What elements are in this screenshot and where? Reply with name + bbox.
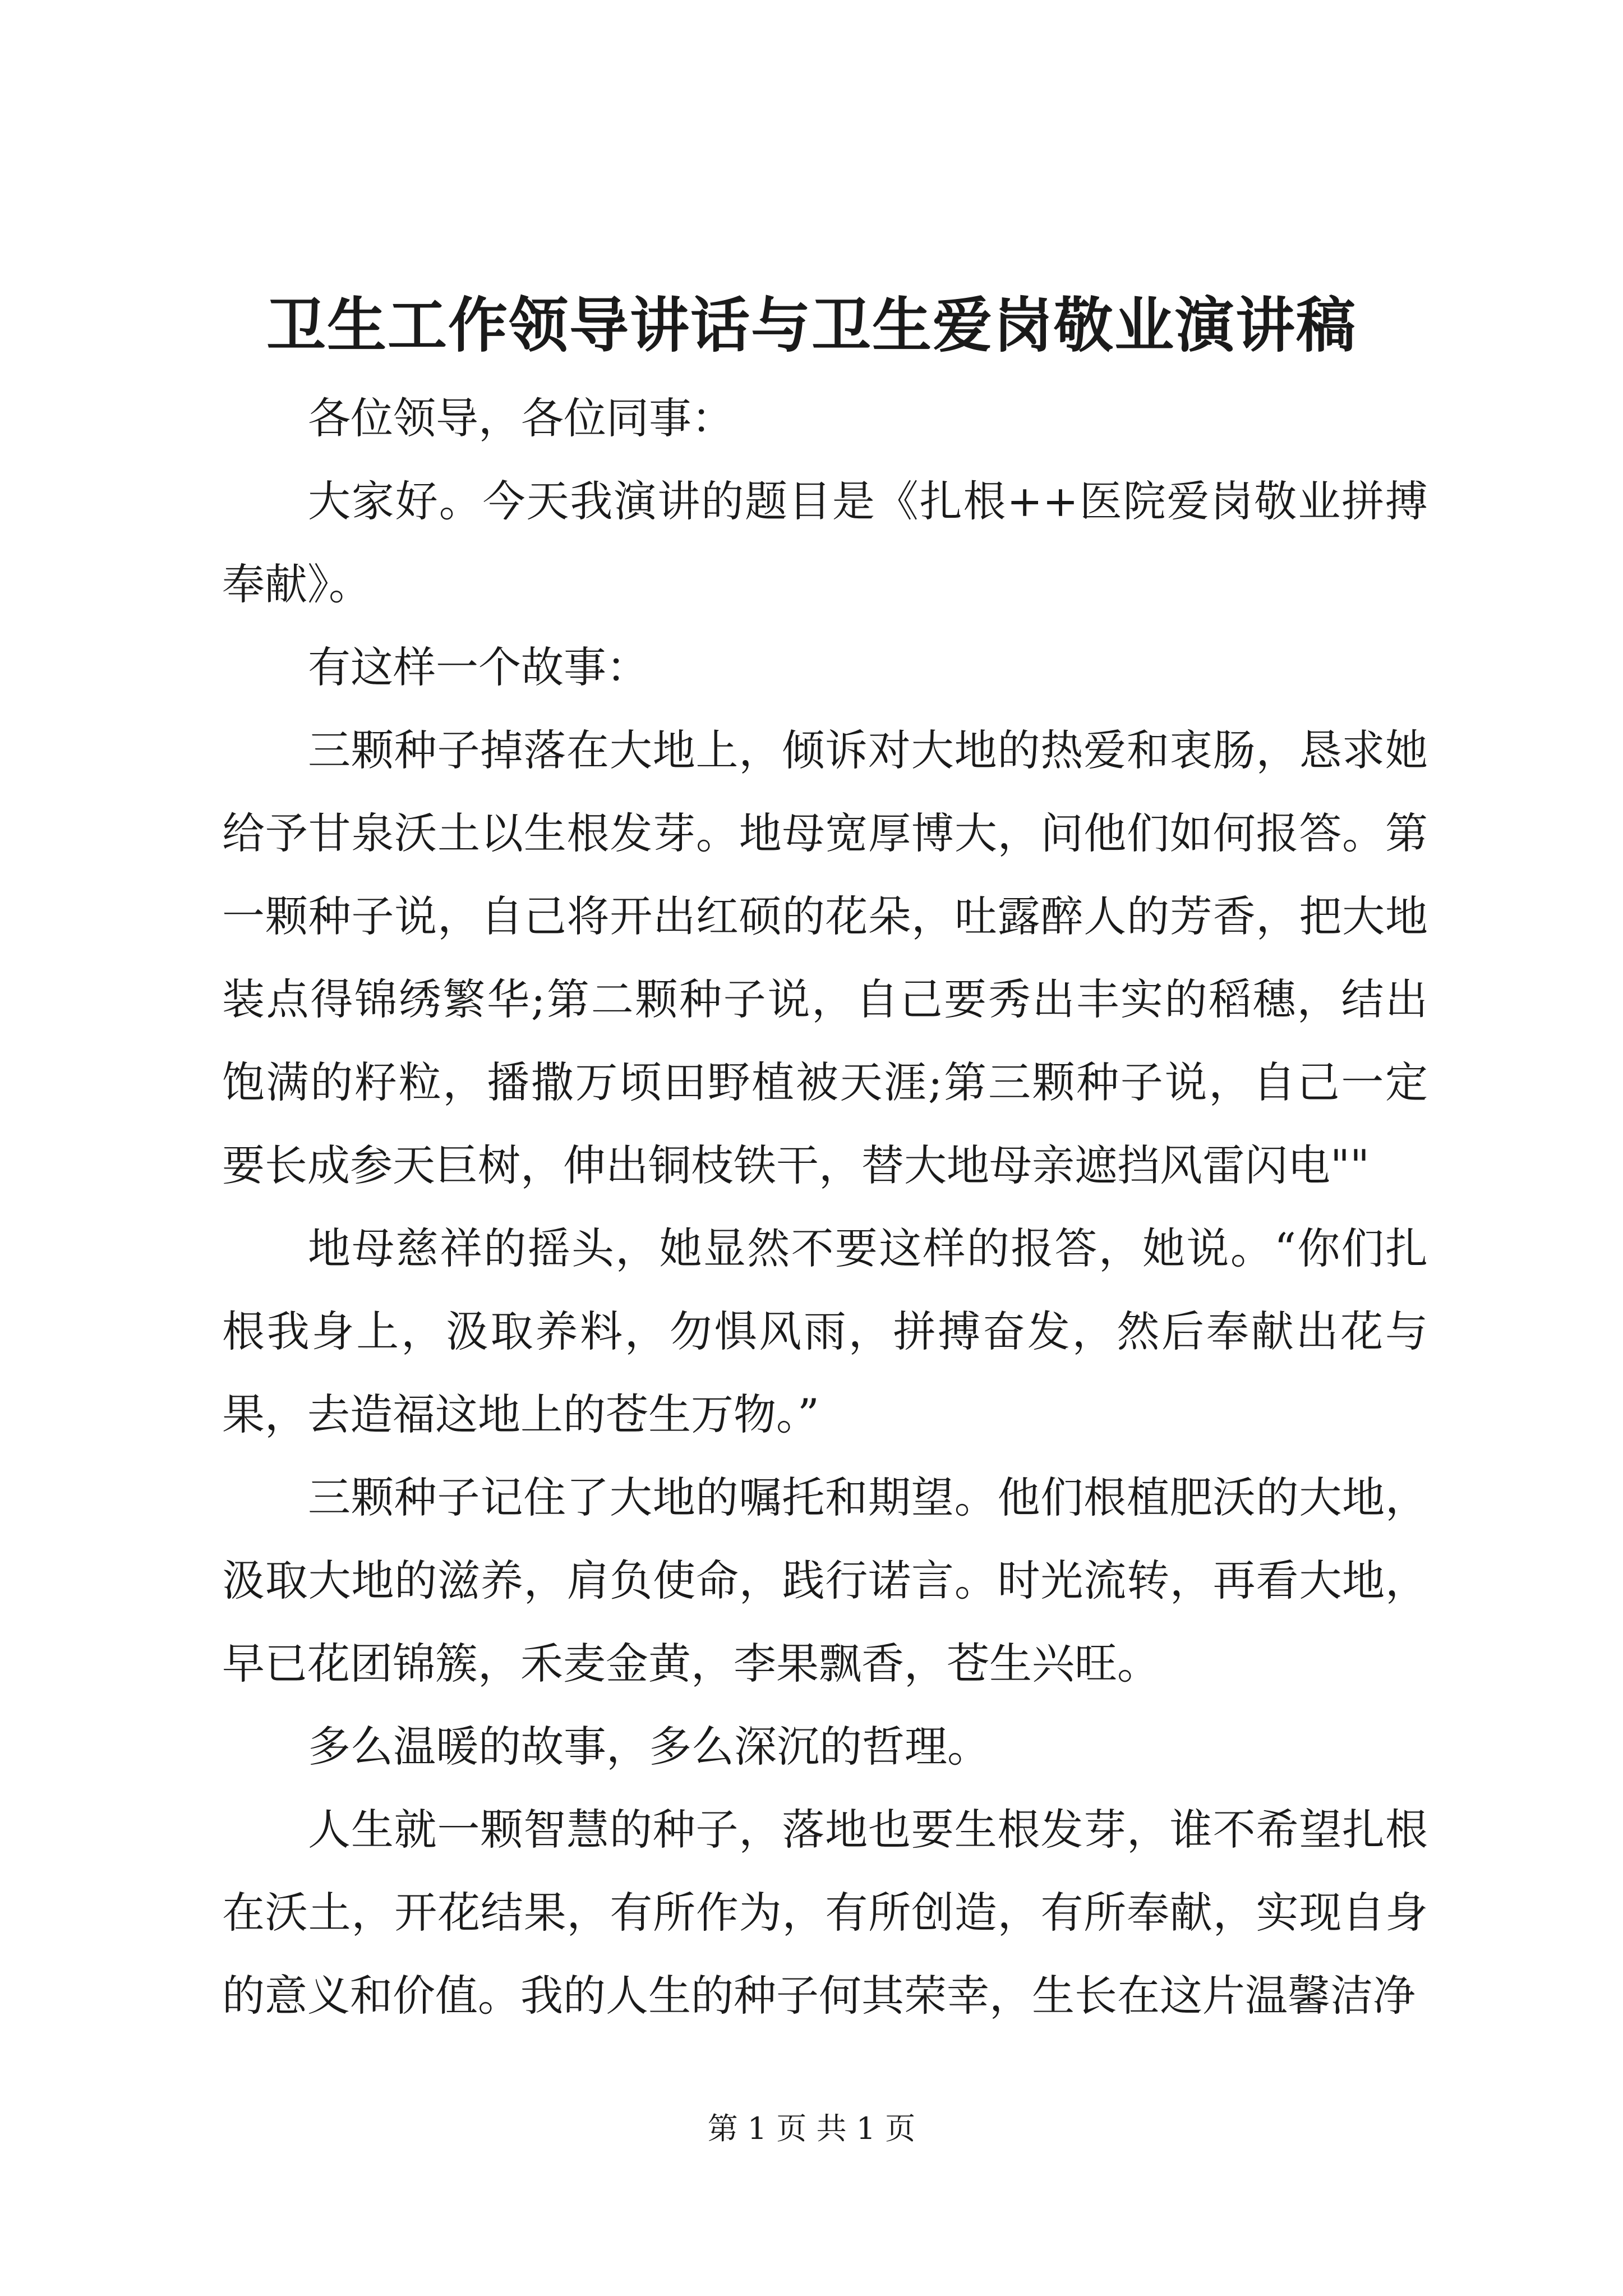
paragraph-story-lead: 有这样一个故事： [308,642,649,692]
paragraph-reflection: 多么温暖的故事，多么深沉的哲理。 [308,1722,990,1772]
paragraph-three-seeds: 三颗种子掉落在大地上，倾诉对大地的热爱和衷肠，恳求她给予甘泉沃土以生根发芽。地母宽厚博大，问他们如何报答。第一颗种子说，自己将开出红硕的花朵，吐露醉人的芳香，把大地装点得锦绣繁华;第二颗种子说，自己要秀出丰实的稻穗，结出饱满的籽粒，播撒万顷田野植被天涯;第三颗种子说，自己一定要长成参天巨树，伸出铜枝铁干，替大地母亲遮挡风雷闪电"" [222,725,1428,1190]
document-title: 卫生工作领导讲话与卫生爱岗敬业演讲稿 [266,290,1357,360]
paragraph-intro: 大家好。今天我演讲的题目是《扎根++医院爱岗敬业拼搏奉献》。 [222,476,1428,609]
paragraph-life-seed: 人生就一颗智慧的种子，落地也要生根发芽，谁不希望扎根在沃土，开花结果，有所作为，有所创造，有所奉献，实现自身的意义和价值。我的人生的种子何其荣幸，生长在这片温馨洁净 [222,1805,1428,2021]
paragraph-seeds-remember: 三颗种子记住了大地的嘱托和期望。他们根植肥沃的大地，汲取大地的滋养，肩负使命，践行诺言。时光流转，再看大地，早已花团锦簇，禾麦金黄，李果飘香，苍生兴旺。 [222,1473,1428,1688]
document-body [222,377,1428,2037]
paragraph-greeting: 各位领导，各位同事： [308,393,734,443]
page-footer: 第 1 页 共 1 页 [707,2111,916,2146]
paragraph-earth-mother: 地母慈祥的摇头，她显然不要这样的报答，她说。“你们扎根我身上，汲取养料，勿惧风雨，拼搏奋发，然后奉献出花与果，去造福这地上的苍生万物。” [222,1223,1428,1439]
